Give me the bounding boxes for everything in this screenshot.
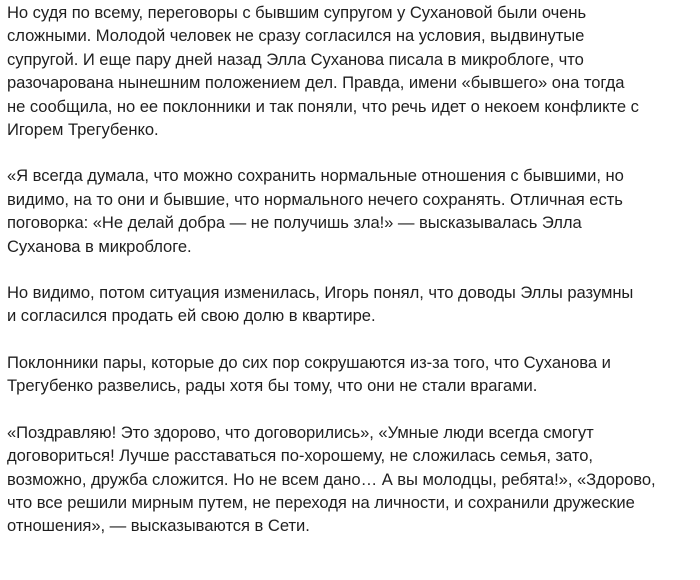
- paragraph-3: Но видимо, потом ситуация изменилась, Игорь понял, что доводы Эллы разумны и согласился продать ей свою долю в квартире.: [7, 283, 634, 326]
- paragraph-4: Поклонники пары, которые до сих пор сокрушаются из-за того, что Суханова и Трегубенко развелись, рады хотя бы тому, что они не стали врагами.: [7, 352, 611, 396]
- paragraph-2-quote: «Я всегда думала, что можно сохранить нормальные отношения с бывшими, но видимо, на то они и бывшие, что нормального нечего сохранять. Отличная есть поговорка: «Не делай добра — не получишь зла!» — высказывалась Элла Суханова в микроблоге.: [7, 166, 624, 256]
- paragraph-5-comments: «Поздравляю! Это здорово, что договорились», «Умные люди всегда смогут договориться! Лучше расставаться по-хорошему, не сложилась семья, зато, возможно, дружба сложится. Но не всем дано… А вы молодцы, ребята!», «Здорово, что все решили мирным путем, не переходя на личности, и сохранили дружеские отношения», — высказываются в Сети.: [7, 422, 656, 536]
- article-body: [7, 1, 693, 538]
- paragraph-1: Но судя по всему, переговоры с бывшим супругом у Сухановой были очень сложными. Молодой человек не сразу согласился на условия, выдвинутые супругой. И еще пару дней назад Элла Суханова писала в микроблоге, что разочарована нынешним положением дел. Правда, имени «бывшего» она тогда не сообщила, но ее поклонники и так поняли, что речь идет о некоем конфликте с Игорем Трегубенко.: [7, 3, 639, 140]
